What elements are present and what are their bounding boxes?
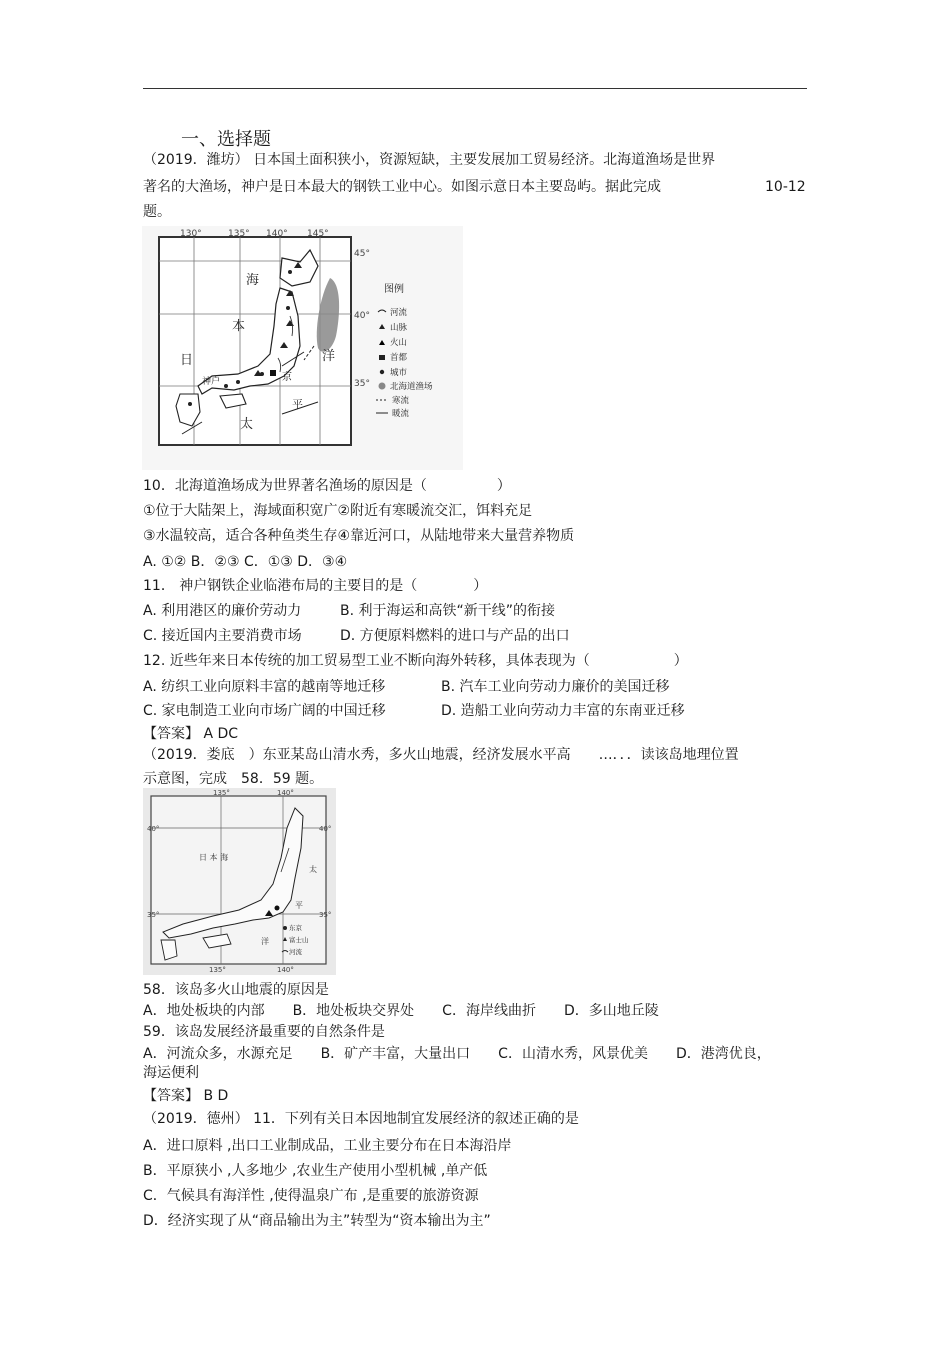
q12-option-b: B. 汽车工业向劳动力廉价的美国迁移 <box>441 679 670 695</box>
q59-choices: A．河流众多，水源充足 B．矿产丰富，大量出口 C．山清水秀，风景优美 D．港湾优良， <box>143 1046 771 1062</box>
map1-label-ben: 本 <box>232 319 246 334</box>
map2-tokyo-marker <box>275 906 280 911</box>
map2-lat-35-left: 35° <box>147 911 160 919</box>
q10-option-line1: ①位于大陆架上，海域面积宽广②附近有寒暖流交汇，饵料充足 <box>143 503 533 519</box>
map1-label-jing: 京 <box>282 372 292 383</box>
map1-lon-140: 140° <box>266 229 288 239</box>
q3-stem: （2019．德州） 11．下列有关日本因地制宜发展经济的叙述正确的是 <box>143 1111 579 1127</box>
q3-option-d: D．经济实现了从“商品输出为主”转型为“资本输出为主” <box>143 1213 491 1229</box>
legend-city: 城市 <box>390 368 408 378</box>
q10-choices: A. ①② B．②③ C．①③ D．③④ <box>143 554 348 570</box>
map2-label-yang: 洋 <box>261 937 269 946</box>
q3-option-a: A．进口原料 ,出口工业制成品，工业主要分布在日本海沿岸 <box>143 1138 512 1154</box>
q58-choices: A．地处板块的内部 B．地处板块交界处 C．海岸线曲折 D．多山地丘陵 <box>143 1003 659 1019</box>
legend-fishing-ground: 北海道渔场 <box>390 382 433 392</box>
q1-intro-line3: 题。 <box>143 204 171 220</box>
q3-option-b: B．平原狭小 ,人多地少 ,农业生产使用小型机械 ,单产低 <box>143 1163 488 1179</box>
q1-intro-line2-text: 著名的大渔场，神户是日本最大的钢铁工业中心。如图示意日本主要岛屿。据此完成 <box>143 179 661 195</box>
map2-lon-140-top: 140° <box>277 789 294 797</box>
japan-map-2 <box>143 788 336 975</box>
map2-lat-40-right: 40° <box>319 825 332 833</box>
map2-legend-river: 河流 <box>289 948 302 956</box>
legend-warm-current: 暖流 <box>392 409 410 419</box>
q2-answer: 【答案】 B D <box>143 1088 229 1104</box>
map1-label-ping: 平 <box>292 398 303 411</box>
q10-stem: 10．北海道渔场成为世界著名渔场的原因是（ ） <box>143 478 511 494</box>
q12-option-c: C. 家电制造工业向市场广阔的中国迁移 <box>143 703 386 719</box>
map1-label-ri: 日 <box>180 353 194 368</box>
japan-map-1 <box>142 226 463 470</box>
map2-lat-35-right: 35° <box>319 911 332 919</box>
map1-label-yang: 洋 <box>322 349 336 364</box>
map1-lon-135: 135° <box>228 229 250 239</box>
map1-lon-145: 145° <box>307 229 329 239</box>
legend-capital: 首都 <box>390 353 408 363</box>
map2-label-ping: 平 <box>295 901 303 910</box>
q1-intro-line1: （2019．潍坊） 日本国土面积狭小，资源短缺，主要发展加工贸易经济。北海道渔场是世界 <box>143 152 716 168</box>
map2-label-tai: 太 <box>309 865 317 874</box>
map1-lat-45: 45° <box>354 249 370 259</box>
map1-label-kobe: 神户 <box>202 377 221 387</box>
map1-lat-35: 35° <box>354 379 370 389</box>
header-rule <box>143 88 807 89</box>
section-title: 一、选择题 <box>181 129 271 150</box>
q12-option-a: A. 纺织工业向原料丰富的越南等地迁移 <box>143 679 386 695</box>
map1-lat-40: 40° <box>354 311 370 321</box>
map1-label-tai: 太 <box>240 417 254 432</box>
map1-legend-title: 图例 <box>384 284 404 295</box>
q11-stem: 11． 神户钢铁企业临港布局的主要目的是（ ） <box>143 578 488 594</box>
q2-intro-line2: 示意图，完成 58．59 题。 <box>143 771 324 787</box>
q12-option-d: D. 造船工业向劳动力丰富的东南亚迁移 <box>441 703 685 719</box>
legend-volcano: 火山 <box>390 338 408 348</box>
map1-label-hai: 海 <box>246 273 260 288</box>
map2-lon-140-bottom: 140° <box>277 966 294 974</box>
q59-continuation: 海运便利 <box>143 1065 199 1081</box>
legend-mountain: 山脉 <box>390 323 408 333</box>
q11-option-d: D. 方便原料燃料的进口与产品的出口 <box>340 628 570 644</box>
map1-lon-130: 130° <box>180 229 202 239</box>
map2-legend-fuji: 富士山 <box>289 936 309 944</box>
q58-stem: 58．该岛多火山地震的原因是 <box>143 982 329 998</box>
map2-lat-40-left: 40° <box>147 825 160 833</box>
map2-lon-135-bottom: 135° <box>209 966 226 974</box>
q2-intro-line1: （2019．娄底 ）东亚某岛山清水秀，多火山地震，经济发展水平高 …．．．读该岛地理位置 <box>143 747 739 763</box>
q11-option-b: B. 利于海运和高铁“新干线”的衔接 <box>340 603 556 619</box>
legend-river: 河流 <box>390 308 408 318</box>
q1-intro-line2 <box>143 178 807 196</box>
q12-stem: 12. 近些年来日本传统的加工贸易型工业不断向海外转移，具体表现为（ ） <box>143 653 688 669</box>
q11-option-a: A. 利用港区的廉价劳动力 <box>143 603 302 619</box>
map2-lon-135-top: 135° <box>213 789 230 797</box>
q1-answer: 【答案】 A DC <box>143 726 239 742</box>
q1-intro-range: 10-12 <box>765 179 806 195</box>
q3-option-c: C．气候具有海洋性 ,使得温泉广布 ,是重要的旅游资源 <box>143 1188 479 1204</box>
map2-legend-tokyo: 东京 <box>289 924 302 932</box>
q11-option-c: C. 接近国内主要消费市场 <box>143 628 302 644</box>
q59-stem: 59．该岛发展经济最重要的自然条件是 <box>143 1024 385 1040</box>
q10-option-line2: ③水温较高，适合各种鱼类生存④靠近河口，从陆地带来大量营养物质 <box>143 528 575 544</box>
legend-cold-current: 寒流 <box>392 396 410 406</box>
capital-marker <box>270 370 276 376</box>
map2-label-sea-of-japan: 日 本 海 <box>199 853 229 862</box>
